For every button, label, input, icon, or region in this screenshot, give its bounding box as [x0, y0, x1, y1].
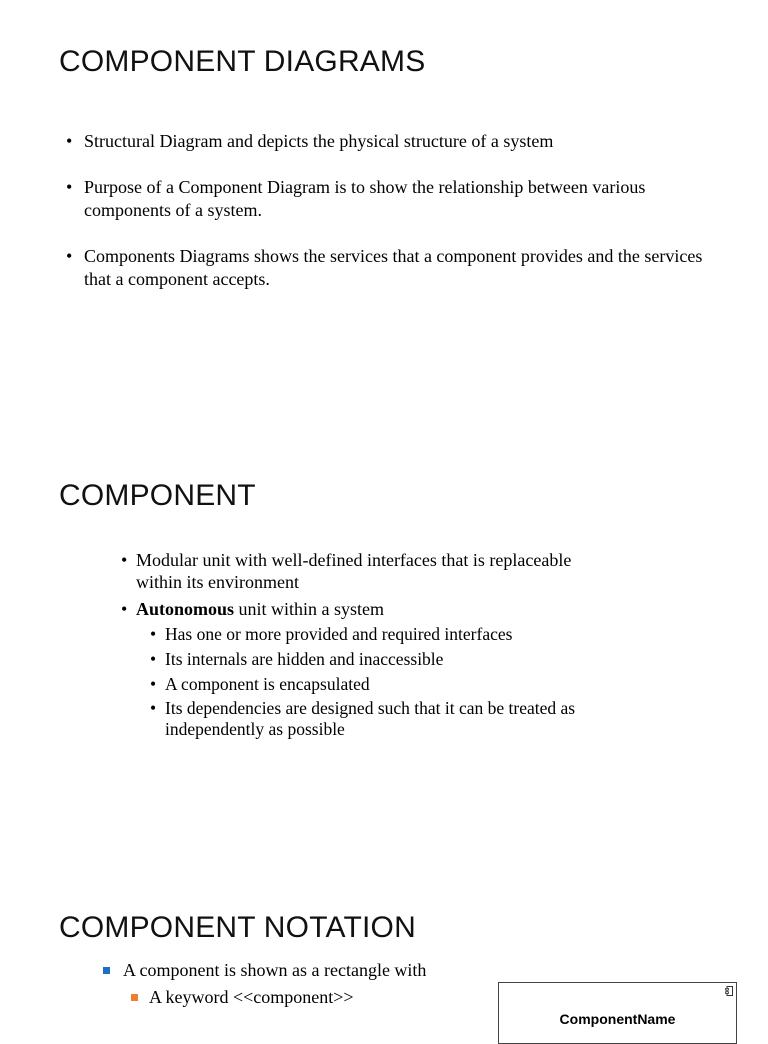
bullet-text: A keyword <<component>> — [149, 987, 354, 1007]
bullet-dot-icon: • — [66, 246, 73, 266]
bullet-dot-icon: • — [121, 599, 128, 619]
slide-title: COMPONENT DIAGRAMS — [59, 45, 426, 78]
bullet-text: Purpose of a Component Diagram is to show the relationship between various components of a system. — [84, 177, 646, 220]
bullet-dot-icon: • — [150, 649, 157, 669]
list-item — [121, 549, 616, 593]
sub-list-item — [150, 649, 635, 670]
bullet-text: A component is shown as a rectangle with — [123, 960, 427, 980]
bullet-bold-text: Autonomous — [136, 599, 235, 619]
bullet-text: Structural Diagram and depicts the physical structure of a system — [84, 131, 554, 151]
square-bullet-icon — [103, 967, 110, 974]
list-item — [66, 176, 704, 222]
bullet-dot-icon: • — [150, 624, 157, 644]
bullet-dot-icon: • — [121, 550, 128, 570]
bullet-dot-icon: • — [66, 177, 73, 197]
list-item — [121, 598, 616, 621]
bullet-text: A component is encapsulated — [165, 674, 370, 694]
component-diagram-box — [498, 982, 737, 1044]
list-item — [66, 245, 704, 291]
bullet-dot-icon: • — [150, 698, 157, 718]
component-icon — [725, 986, 733, 996]
bullet-text: Its internals are hidden and inaccessible — [165, 649, 444, 669]
bullet-text: Components Diagrams shows the services that a component provides and the services that a component accepts. — [84, 246, 703, 289]
bullet-text: unit within a system — [234, 599, 385, 619]
slide-title: COMPONENT NOTATION — [59, 911, 416, 944]
square-bullet-icon — [131, 994, 138, 1001]
component-name-label: ComponentName — [559, 1011, 676, 1027]
bullet-text: Has one or more provided and required interfaces — [165, 624, 513, 644]
bullet-dot-icon: • — [66, 131, 73, 151]
bullet-text: Its dependencies are designed such that it can be treated as independently as possible — [165, 698, 576, 739]
list-item — [123, 959, 483, 982]
sub-list-item — [150, 698, 635, 740]
bullet-text: Modular unit with well-defined interfaces that is replaceable within its environment — [136, 550, 572, 592]
bullet-dot-icon: • — [150, 674, 157, 694]
sub-list-item — [149, 986, 479, 1009]
sub-list-item — [150, 674, 635, 695]
slide-title: COMPONENT — [59, 479, 256, 512]
sub-list-item — [150, 624, 635, 645]
list-item — [66, 130, 704, 153]
